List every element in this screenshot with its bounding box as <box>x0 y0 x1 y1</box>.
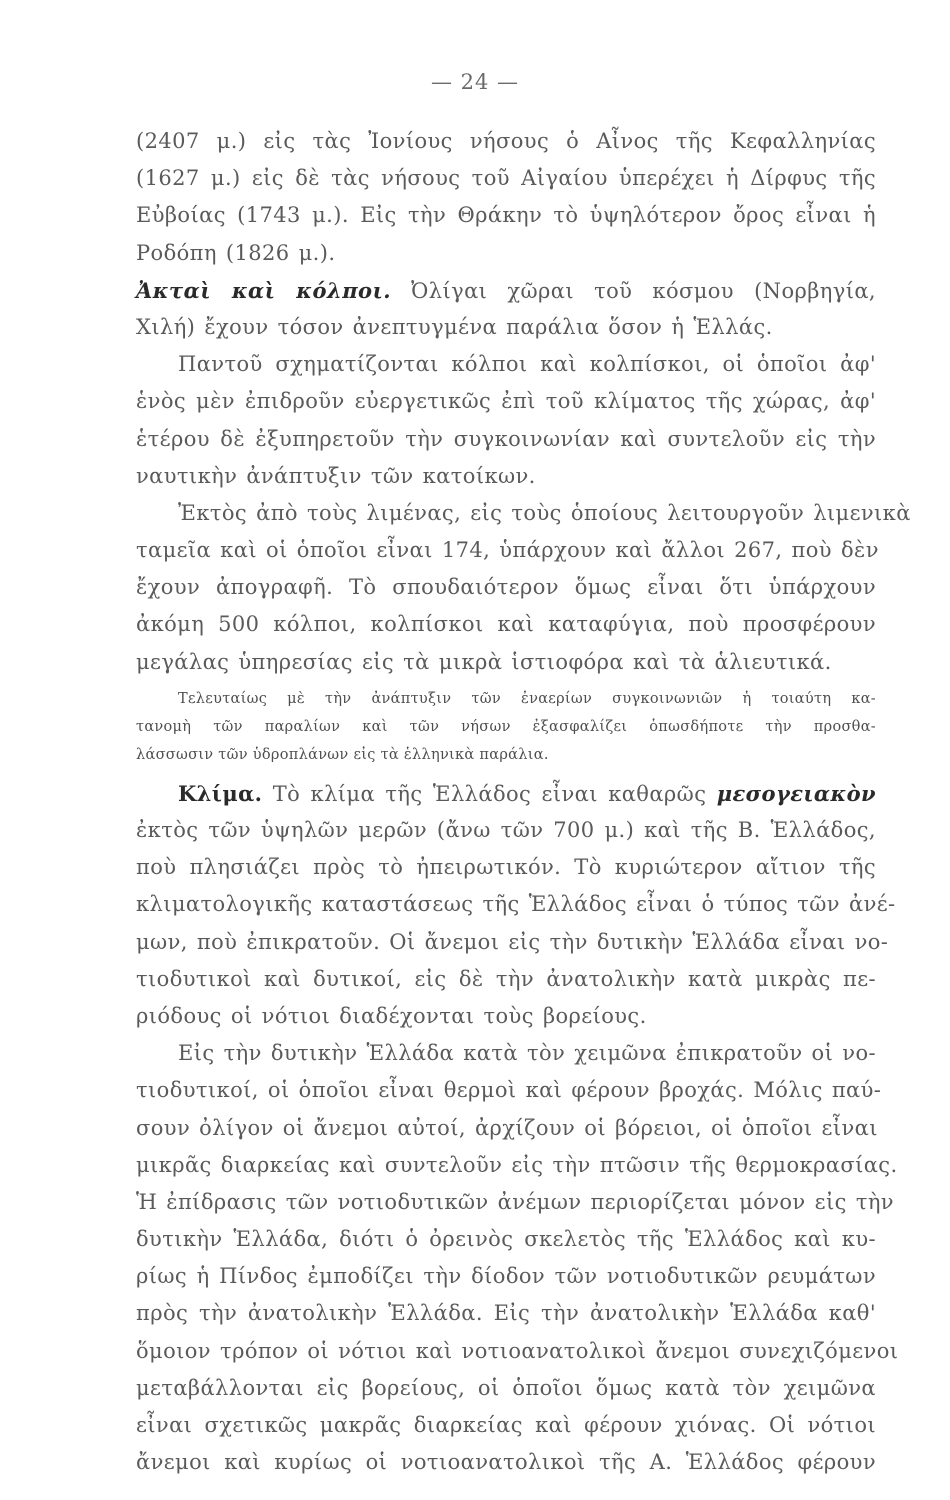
text-line: ταμεῖα καὶ οἱ ὁποῖοι εἶναι 174, ὑπάρχουν καὶ ἄλλοι 267, ποὺ δὲν <box>136 538 879 563</box>
text-line: εἶναι σχετικῶς μακρᾶς διαρκείας καὶ φέρουν χιόνας. Οἱ νότιοι <box>136 1413 876 1437</box>
page-number: — 24 — <box>430 70 520 94</box>
text-line: ἄνεμοι καὶ κυρίως οἱ νοτιοανατολικοὶ τῆς Α. Ἑλλάδος φέρουν <box>136 1450 876 1475</box>
body-text <box>136 123 911 1481</box>
section-heading-climate: Κλίμα. <box>178 780 263 806</box>
emphasis-term: μεσογειακὸν <box>716 780 877 806</box>
text-line: ἑτέρου δὲ ἐξυπηρετοῦν τὴν συγκοινωνίαν καὶ συντελοῦν εἰς τὴν <box>136 426 876 451</box>
text-line: ὅμοιον τρόπον οἱ νότιοι καὶ νοτιοανατολικοὶ ἄνεμοι συνεχιζόμενοι <box>136 1338 899 1363</box>
section-climate-first-line <box>136 775 876 812</box>
text-run: Τὸ κλίμα τῆς Ἑλλάδος εἶναι καθαρῶς <box>272 781 707 806</box>
note-line: Τελευταίως μὲ τὴν ἀνάπτυξιν τῶν ἐναερίων συγκοινωνιῶν ἡ τοιαύτη κα- <box>178 690 876 707</box>
text-line: ποὺ πλησιάζει πρὸς τὸ ἠπειρωτικόν. Τὸ κυριώτερον αἴτιον τῆς <box>136 855 876 880</box>
text-line: ρίως ἡ Πίνδος ἐμποδίζει τὴν δίοδον τῶν νοτιοδυτικῶν ρευμάτων <box>136 1264 876 1289</box>
text-line: Παντοῦ σχηματίζονται κόλποι καὶ κολπίσκοι, οἱ ὁποῖοι ἀφ' <box>178 352 876 377</box>
text-line: ἐκτὸς τῶν ὑψηλῶν μερῶν (ἄνω τῶν 700 μ.) καὶ τῆς Β. Ἑλλάδος, <box>136 818 876 842</box>
text-line: Ἐκτὸς ἀπὸ τοὺς λιμένας, εἰς τοὺς ὁποίους λειτουργοῦν λιμενικὰ <box>178 500 911 525</box>
text-line: Εὐβοίας (1743 μ.). Εἰς τὴν Θράκην τὸ ὑψηλότερον ὄρος εἶναι ἡ <box>136 203 876 228</box>
text-line: κλιματολογικῆς καταστάσεως τῆς Ἑλλάδος εἶναι ὁ τύπος τῶν ἀνέ- <box>136 892 896 917</box>
text-run: Ὀλίγαι χῶραι τοῦ κόσμου (Νορβηγία, <box>411 278 876 303</box>
text-line: τιοδυτικοὶ καὶ δυτικοί, εἰς δὲ τὴν ἀνατολικὴν κατὰ μικρὰς πε- <box>136 966 876 991</box>
text-line: (1627 μ.) εἰς δὲ τὰς νήσους τοῦ Αἰγαίου ὑπερέχει ἡ Δίρφυς τῆς <box>136 166 876 191</box>
text-line: τιοδυτικοί, οἱ ὁποῖοι εἶναι θερμοὶ καὶ φέρουν βροχάς. Μόλις παύ- <box>136 1078 882 1103</box>
footnote-block <box>136 685 876 769</box>
text-line: σουν ὀλίγον οἱ ἄνεμοι αὐτοί, ἀρχίζουν οἱ βόρειοι, οἱ ὁποῖοι εἶναι <box>136 1115 878 1140</box>
text-line: ριόδους οἱ νότιοι διαδέχονται τοὺς βορείους. <box>136 1003 647 1028</box>
text-line: μεγάλας ὑπηρεσίας εἰς τὰ μικρὰ ἱστιοφόρα καὶ τὰ ἁλιευτικά. <box>136 649 832 674</box>
text-line: δυτικὴν Ἑλλάδα, διότι ὁ ὀρεινὸς σκελετὸς τῆς Ἑλλάδος καὶ κυ- <box>136 1227 876 1252</box>
text-line: πρὸς τὴν ἀνατολικὴν Ἑλλάδα. Εἰς τὴν ἀνατολικὴν Ἑλλάδα καθ' <box>136 1301 876 1326</box>
text-line: Ἡ ἐπίδρασις τῶν νοτιοδυτικῶν ἀνέμων περιορίζεται μόνον εἰς τὴν <box>136 1189 894 1214</box>
text-line: ναυτικὴν ἀνάπτυξιν τῶν κατοίκων. <box>136 463 536 488</box>
text-line: ἑνὸς μὲν ἐπιδροῦν εὐεργετικῶς ἐπὶ τοῦ κλίματος τῆς χώρας, ἀφ' <box>136 389 876 414</box>
note-line: λάσσωσιν τῶν ὑδροπλάνων εἰς τὰ ἑλληνικὰ παράλια. <box>136 746 549 763</box>
text-line: Εἰς τὴν δυτικὴν Ἑλλάδα κατὰ τὸν χειμῶνα ἐπικρατοῦν οἱ νο- <box>178 1041 877 1066</box>
text-line: ἀκόμη 500 κόλποι, κολπίσκοι καὶ καταφύγια, ποὺ προσφέρουν <box>136 612 876 637</box>
text-line: Χιλή) ἔχουν τόσον ἀνεπτυγμένα παράλια ὅσον ἡ Ἑλλάς. <box>136 314 773 339</box>
text-line: μικρᾶς διαρκείας καὶ συντελοῦν εἰς τὴν πτῶσιν τῆς θερμοκρασίας. <box>136 1152 898 1177</box>
section-heading-coasts: Ἀκταὶ καὶ κόλποι. <box>136 277 392 303</box>
text-line: ἔχουν ἀπογραφῆ. Τὸ σπουδαιότερον ὅμως εἶναι ὅτι ὑπάρχουν <box>136 575 876 600</box>
text-line: (2407 μ.) εἰς τὰς Ἰονίους νήσους ὁ Αἶνος τῆς Κεφαλληνίας <box>136 129 876 153</box>
section-coasts-first-line <box>136 272 876 309</box>
note-line: τανομὴ τῶν παραλίων καὶ τῶν νήσων ἐξασφαλίζει ὁπωσδήποτε τὴν προσθα- <box>136 718 876 735</box>
text-line: Ροδόπη (1826 μ.). <box>136 240 336 265</box>
text-line: μων, ποὺ ἐπικρατοῦν. Οἱ ἄνεμοι εἰς τὴν δυτικὴν Ἑλλάδα εἶναι νο- <box>136 929 889 954</box>
text-line: μεταβάλλονται εἰς βορείους, οἱ ὁποῖοι ὅμως κατὰ τὸν χειμῶνα <box>136 1375 876 1400</box>
